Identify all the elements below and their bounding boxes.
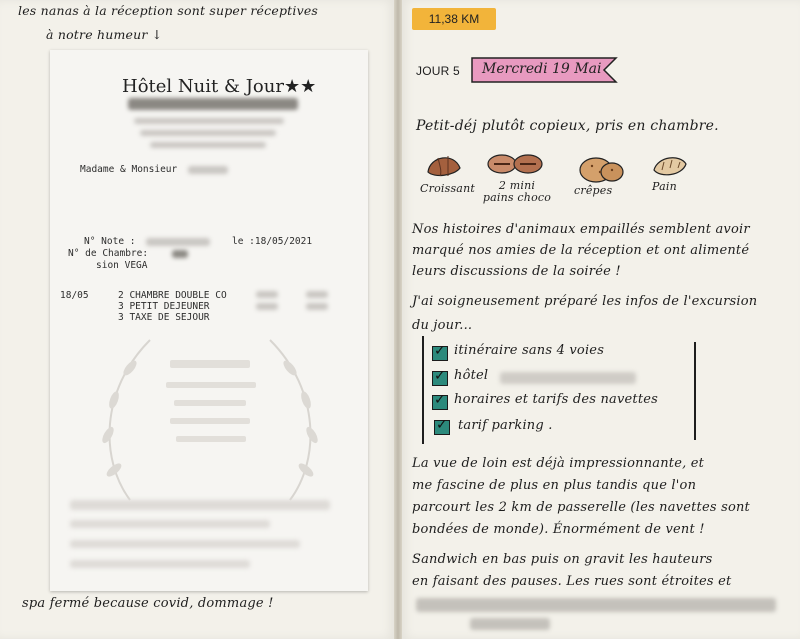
receipt-salutation: Madame & Monsieur xyxy=(80,164,178,175)
checklist-item-itinerary: itinéraire sans 4 voies xyxy=(454,343,605,358)
croissant-icon xyxy=(424,150,464,180)
checklist-item-shuttles: horaires et tarifs des navettes xyxy=(454,392,659,407)
redacted-footer xyxy=(70,500,330,510)
paragraph1-line3: leurs discussions de la soirée ! xyxy=(412,264,621,279)
top-note-line-2: à notre humeur ↓ xyxy=(46,27,163,42)
redacted-address xyxy=(134,118,284,124)
receipt-line-3: 3 TAXE DE SEJOUR xyxy=(118,312,210,323)
paragraph3-line2: me fascine de plus en plus tandis que l'on xyxy=(412,478,697,493)
date-banner-text: Mercredi 19 Mai xyxy=(482,61,602,77)
paragraph2-line1: J'ai soigneusement préparé les infos de l'excursion xyxy=(412,294,758,309)
day-label: JOUR 5 xyxy=(416,64,460,78)
checkbox-icon xyxy=(434,420,450,435)
pains-au-chocolat-icon xyxy=(486,150,546,178)
redacted-amount xyxy=(256,303,278,310)
breakfast-line: Petit-déj plutôt copieux, pris en chambre. xyxy=(416,118,719,134)
redacted-note-number xyxy=(146,238,210,246)
bread-icon xyxy=(650,152,690,180)
bottom-note: spa fermé because covid, dommage ! xyxy=(22,596,274,611)
receipt-wreath-watermark xyxy=(90,320,330,520)
top-note-line-1: les nanas à la réception sont super réceptives xyxy=(18,3,319,18)
receipt-hotel-name: Hôtel Nuit & Jour★★ xyxy=(122,76,317,97)
redacted-footer xyxy=(70,560,250,568)
receipt-line-date: 18/05 xyxy=(60,290,89,301)
redacted-amount xyxy=(256,291,278,298)
paragraph3-line4: bondées de monde). Énormément de vent ! xyxy=(412,522,705,537)
redacted-email xyxy=(150,142,266,148)
paragraph3-line1: La vue de loin est déjà impressionnante, et xyxy=(412,456,705,471)
redacted-amount xyxy=(306,291,328,298)
checklist-item-hotel: hôtel xyxy=(454,368,489,383)
redacted-subtitle xyxy=(128,98,298,110)
receipt-session: sion VEGA xyxy=(96,260,148,271)
hotel-receipt xyxy=(50,50,368,591)
redacted-text xyxy=(416,598,776,612)
checklist-item-parking: tarif parking . xyxy=(458,418,553,433)
paragraph3-line3: parcourt les 2 km de passerelle (les navettes sont xyxy=(412,500,750,515)
redacted-amount xyxy=(306,303,328,310)
food-label-pains-choco: 2 mini pains choco xyxy=(482,179,552,204)
receipt-room-label: N° de Chambre: xyxy=(68,248,149,259)
paragraph1-line2: marqué nos amies de la réception et ont alimenté xyxy=(412,243,750,258)
paragraph4-line2: en faisant des pauses. Les rues sont étroites et xyxy=(412,574,732,589)
receipt-note-label: N° Note : xyxy=(84,236,136,247)
paragraph2-line2: du jour... xyxy=(412,318,473,333)
checklist-right-bar xyxy=(694,342,696,440)
receipt-line-1: 2 CHAMBRE DOUBLE CO xyxy=(118,290,227,301)
distance-badge: 11,38 KM xyxy=(412,8,496,30)
redacted-guest-name xyxy=(188,166,228,174)
checkbox-icon xyxy=(432,346,448,361)
checklist-left-bar xyxy=(422,336,424,444)
receipt-date: le :18/05/2021 xyxy=(232,236,313,247)
redacted-text xyxy=(470,618,550,630)
redacted-footer xyxy=(70,540,300,548)
redacted-phone xyxy=(140,130,276,136)
redacted-room-number xyxy=(172,250,188,258)
checkbox-icon xyxy=(432,395,448,410)
food-label-croissant: Croissant xyxy=(420,182,475,195)
redacted-hotel-name xyxy=(500,372,636,384)
redacted-footer xyxy=(70,520,270,528)
food-label-crepes: crêpes xyxy=(574,184,613,197)
receipt-line-2: 3 PETIT DEJEUNER xyxy=(118,301,210,312)
paragraph1-line1: Nos histoires d'animaux empaillés semblent avoir xyxy=(412,222,750,237)
notebook-spine xyxy=(394,0,402,639)
food-label-pain: Pain xyxy=(652,180,677,193)
crepes-icon xyxy=(578,152,626,184)
checkbox-icon xyxy=(432,371,448,386)
paragraph4-line1: Sandwich en bas puis on gravit les hauteurs xyxy=(412,552,713,567)
